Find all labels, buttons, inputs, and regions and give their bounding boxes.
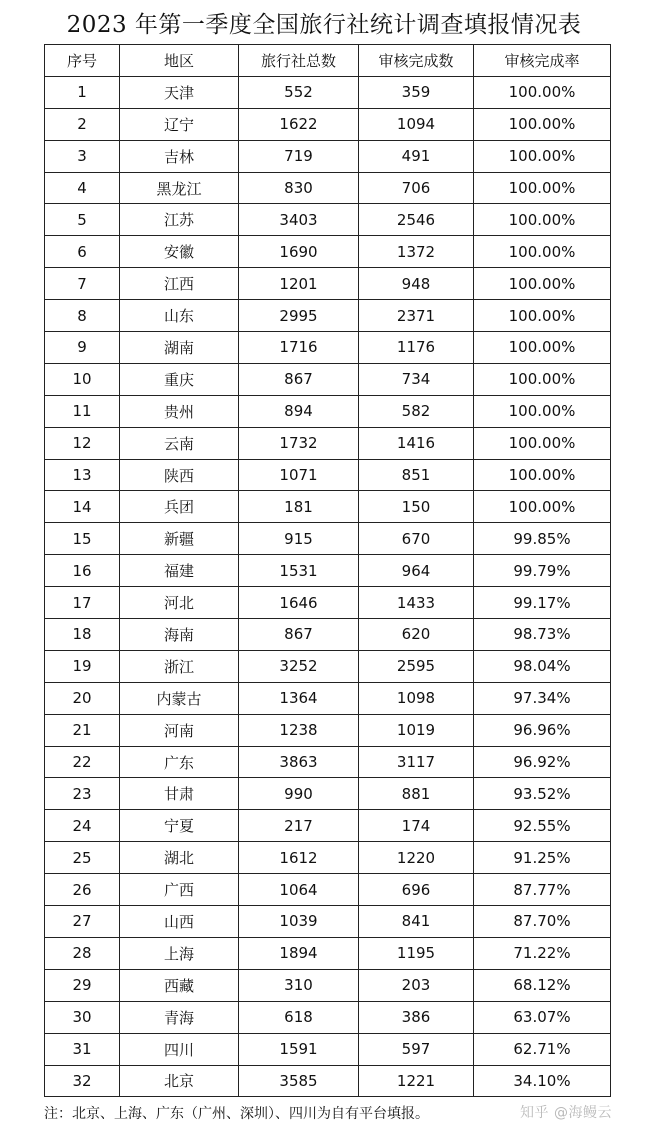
cell-review-rate: 100.00% — [474, 491, 611, 523]
cell-region: 江苏 — [120, 204, 239, 236]
table-row — [45, 459, 611, 491]
cell-agency-total: 1622 — [239, 108, 359, 140]
cell-agency-total: 3863 — [239, 746, 359, 778]
cell-region: 内蒙古 — [120, 682, 239, 714]
page-title: 2023 年第一季度全国旅行社统计调查填报情况表 — [66, 12, 582, 38]
cell-region: 山东 — [120, 300, 239, 332]
table-row — [45, 76, 611, 108]
watermark: 知乎 @海鳗云 — [520, 1105, 612, 1121]
cell-index: 6 — [45, 236, 120, 268]
cell-index: 3 — [45, 140, 120, 172]
header-reviewed-count: 审核完成数 — [359, 45, 474, 77]
cell-agency-total: 990 — [239, 778, 359, 810]
cell-reviewed-count: 734 — [359, 363, 474, 395]
cell-reviewed-count: 851 — [359, 459, 474, 491]
cell-index: 7 — [45, 268, 120, 300]
table-row — [45, 395, 611, 427]
table-row — [45, 363, 611, 395]
cell-index: 23 — [45, 778, 120, 810]
cell-region: 贵州 — [120, 395, 239, 427]
table-row — [45, 969, 611, 1001]
cell-review-rate: 100.00% — [474, 300, 611, 332]
table-row — [45, 427, 611, 459]
table-row — [45, 937, 611, 969]
cell-index: 12 — [45, 427, 120, 459]
cell-index: 20 — [45, 682, 120, 714]
table-row — [45, 555, 611, 587]
table-row — [45, 491, 611, 523]
table-row — [45, 523, 611, 555]
cell-review-rate: 98.04% — [474, 650, 611, 682]
cell-index: 27 — [45, 906, 120, 938]
cell-region: 湖北 — [120, 842, 239, 874]
cell-region: 河南 — [120, 714, 239, 746]
cell-index: 9 — [45, 332, 120, 364]
cell-review-rate: 96.96% — [474, 714, 611, 746]
cell-agency-total: 3403 — [239, 204, 359, 236]
cell-agency-total: 1894 — [239, 937, 359, 969]
cell-agency-total: 217 — [239, 810, 359, 842]
table-body — [45, 76, 611, 1097]
cell-review-rate: 100.00% — [474, 268, 611, 300]
cell-agency-total: 867 — [239, 619, 359, 651]
cell-region: 上海 — [120, 937, 239, 969]
cell-reviewed-count: 1094 — [359, 108, 474, 140]
cell-agency-total: 1646 — [239, 587, 359, 619]
cell-region: 湖南 — [120, 332, 239, 364]
cell-region: 云南 — [120, 427, 239, 459]
table-row — [45, 906, 611, 938]
cell-review-rate: 93.52% — [474, 778, 611, 810]
cell-reviewed-count: 174 — [359, 810, 474, 842]
table-row — [45, 746, 611, 778]
cell-reviewed-count: 1176 — [359, 332, 474, 364]
cell-index: 18 — [45, 619, 120, 651]
cell-review-rate: 99.79% — [474, 555, 611, 587]
cell-reviewed-count: 881 — [359, 778, 474, 810]
cell-reviewed-count: 491 — [359, 140, 474, 172]
cell-review-rate: 98.73% — [474, 619, 611, 651]
cell-review-rate: 100.00% — [474, 395, 611, 427]
cell-agency-total: 1064 — [239, 874, 359, 906]
cell-agency-total: 1238 — [239, 714, 359, 746]
statistics-table — [44, 44, 611, 1097]
cell-region: 山西 — [120, 906, 239, 938]
cell-agency-total: 618 — [239, 1001, 359, 1033]
cell-reviewed-count: 203 — [359, 969, 474, 1001]
cell-agency-total: 1612 — [239, 842, 359, 874]
table-row — [45, 300, 611, 332]
cell-review-rate: 62.71% — [474, 1033, 611, 1065]
cell-review-rate: 100.00% — [474, 108, 611, 140]
cell-index: 28 — [45, 937, 120, 969]
cell-review-rate: 92.55% — [474, 810, 611, 842]
cell-region: 安徽 — [120, 236, 239, 268]
cell-review-rate: 100.00% — [474, 332, 611, 364]
cell-region: 广东 — [120, 746, 239, 778]
table-row — [45, 587, 611, 619]
cell-agency-total: 1201 — [239, 268, 359, 300]
cell-agency-total: 719 — [239, 140, 359, 172]
cell-review-rate: 100.00% — [474, 204, 611, 236]
cell-review-rate: 100.00% — [474, 363, 611, 395]
cell-agency-total: 1591 — [239, 1033, 359, 1065]
header-region: 地区 — [120, 45, 239, 77]
table-row — [45, 778, 611, 810]
table-row — [45, 204, 611, 236]
cell-review-rate: 100.00% — [474, 140, 611, 172]
cell-reviewed-count: 359 — [359, 76, 474, 108]
cell-region: 海南 — [120, 619, 239, 651]
cell-region: 重庆 — [120, 363, 239, 395]
cell-index: 11 — [45, 395, 120, 427]
cell-review-rate: 100.00% — [474, 459, 611, 491]
cell-reviewed-count: 696 — [359, 874, 474, 906]
table-row — [45, 1001, 611, 1033]
cell-review-rate: 71.22% — [474, 937, 611, 969]
cell-region: 江西 — [120, 268, 239, 300]
cell-region: 福建 — [120, 555, 239, 587]
cell-reviewed-count: 706 — [359, 172, 474, 204]
footnote: 注：北京、上海、广东（广州、深圳）、四川为自有平台填报。 — [44, 1106, 429, 1122]
cell-region: 吉林 — [120, 140, 239, 172]
table-row — [45, 236, 611, 268]
cell-agency-total: 1039 — [239, 906, 359, 938]
cell-reviewed-count: 1220 — [359, 842, 474, 874]
cell-reviewed-count: 386 — [359, 1001, 474, 1033]
table-row — [45, 650, 611, 682]
cell-agency-total: 1364 — [239, 682, 359, 714]
cell-review-rate: 99.85% — [474, 523, 611, 555]
cell-agency-total: 915 — [239, 523, 359, 555]
table-row — [45, 172, 611, 204]
cell-index: 29 — [45, 969, 120, 1001]
cell-review-rate: 99.17% — [474, 587, 611, 619]
cell-index: 16 — [45, 555, 120, 587]
cell-agency-total: 3252 — [239, 650, 359, 682]
cell-agency-total: 3585 — [239, 1065, 359, 1097]
cell-reviewed-count: 2371 — [359, 300, 474, 332]
cell-reviewed-count: 1372 — [359, 236, 474, 268]
cell-reviewed-count: 1098 — [359, 682, 474, 714]
cell-agency-total: 2995 — [239, 300, 359, 332]
cell-region: 北京 — [120, 1065, 239, 1097]
cell-review-rate: 97.34% — [474, 682, 611, 714]
table-row — [45, 682, 611, 714]
cell-review-rate: 68.12% — [474, 969, 611, 1001]
cell-index: 2 — [45, 108, 120, 140]
cell-agency-total: 310 — [239, 969, 359, 1001]
cell-review-rate: 100.00% — [474, 427, 611, 459]
table-row — [45, 810, 611, 842]
table-row — [45, 108, 611, 140]
cell-index: 26 — [45, 874, 120, 906]
cell-review-rate: 87.77% — [474, 874, 611, 906]
cell-region: 甘肃 — [120, 778, 239, 810]
cell-reviewed-count: 948 — [359, 268, 474, 300]
cell-review-rate: 87.70% — [474, 906, 611, 938]
cell-index: 17 — [45, 587, 120, 619]
cell-index: 25 — [45, 842, 120, 874]
cell-review-rate: 100.00% — [474, 172, 611, 204]
cell-reviewed-count: 1195 — [359, 937, 474, 969]
cell-agency-total: 1690 — [239, 236, 359, 268]
cell-review-rate: 100.00% — [474, 76, 611, 108]
cell-review-rate: 91.25% — [474, 842, 611, 874]
cell-reviewed-count: 620 — [359, 619, 474, 651]
cell-reviewed-count: 150 — [359, 491, 474, 523]
cell-index: 32 — [45, 1065, 120, 1097]
cell-region: 浙江 — [120, 650, 239, 682]
cell-region: 兵团 — [120, 491, 239, 523]
cell-reviewed-count: 1221 — [359, 1065, 474, 1097]
table-header-row — [45, 45, 611, 77]
cell-index: 31 — [45, 1033, 120, 1065]
table-row — [45, 874, 611, 906]
cell-reviewed-count: 2595 — [359, 650, 474, 682]
cell-reviewed-count: 2546 — [359, 204, 474, 236]
table-row — [45, 619, 611, 651]
cell-agency-total: 1071 — [239, 459, 359, 491]
table-row — [45, 140, 611, 172]
table-row — [45, 268, 611, 300]
cell-region: 宁夏 — [120, 810, 239, 842]
cell-review-rate: 100.00% — [474, 236, 611, 268]
table-row — [45, 714, 611, 746]
cell-reviewed-count: 670 — [359, 523, 474, 555]
cell-review-rate: 96.92% — [474, 746, 611, 778]
table-row — [45, 1033, 611, 1065]
cell-reviewed-count: 3117 — [359, 746, 474, 778]
cell-index: 14 — [45, 491, 120, 523]
header-index: 序号 — [45, 45, 120, 77]
cell-index: 4 — [45, 172, 120, 204]
cell-index: 21 — [45, 714, 120, 746]
cell-review-rate: 34.10% — [474, 1065, 611, 1097]
cell-agency-total: 830 — [239, 172, 359, 204]
cell-region: 青海 — [120, 1001, 239, 1033]
cell-agency-total: 867 — [239, 363, 359, 395]
cell-agency-total: 181 — [239, 491, 359, 523]
cell-index: 13 — [45, 459, 120, 491]
cell-reviewed-count: 1416 — [359, 427, 474, 459]
cell-index: 10 — [45, 363, 120, 395]
cell-agency-total: 1732 — [239, 427, 359, 459]
cell-agency-total: 552 — [239, 76, 359, 108]
cell-reviewed-count: 964 — [359, 555, 474, 587]
cell-agency-total: 1716 — [239, 332, 359, 364]
cell-index: 5 — [45, 204, 120, 236]
cell-region: 四川 — [120, 1033, 239, 1065]
cell-index: 24 — [45, 810, 120, 842]
cell-index: 1 — [45, 76, 120, 108]
table-row — [45, 1065, 611, 1097]
table-row — [45, 842, 611, 874]
cell-index: 22 — [45, 746, 120, 778]
cell-agency-total: 1531 — [239, 555, 359, 587]
cell-index: 30 — [45, 1001, 120, 1033]
cell-reviewed-count: 597 — [359, 1033, 474, 1065]
cell-region: 河北 — [120, 587, 239, 619]
cell-reviewed-count: 1433 — [359, 587, 474, 619]
header-review-rate: 审核完成率 — [474, 45, 611, 77]
cell-index: 8 — [45, 300, 120, 332]
cell-region: 新疆 — [120, 523, 239, 555]
cell-index: 15 — [45, 523, 120, 555]
cell-reviewed-count: 841 — [359, 906, 474, 938]
cell-index: 19 — [45, 650, 120, 682]
cell-region: 辽宁 — [120, 108, 239, 140]
cell-reviewed-count: 1019 — [359, 714, 474, 746]
cell-region: 陕西 — [120, 459, 239, 491]
cell-region: 天津 — [120, 76, 239, 108]
cell-reviewed-count: 582 — [359, 395, 474, 427]
cell-agency-total: 894 — [239, 395, 359, 427]
header-agency-total: 旅行社总数 — [239, 45, 359, 77]
cell-region: 西藏 — [120, 969, 239, 1001]
table-row — [45, 332, 611, 364]
cell-region: 黑龙江 — [120, 172, 239, 204]
cell-region: 广西 — [120, 874, 239, 906]
cell-review-rate: 63.07% — [474, 1001, 611, 1033]
